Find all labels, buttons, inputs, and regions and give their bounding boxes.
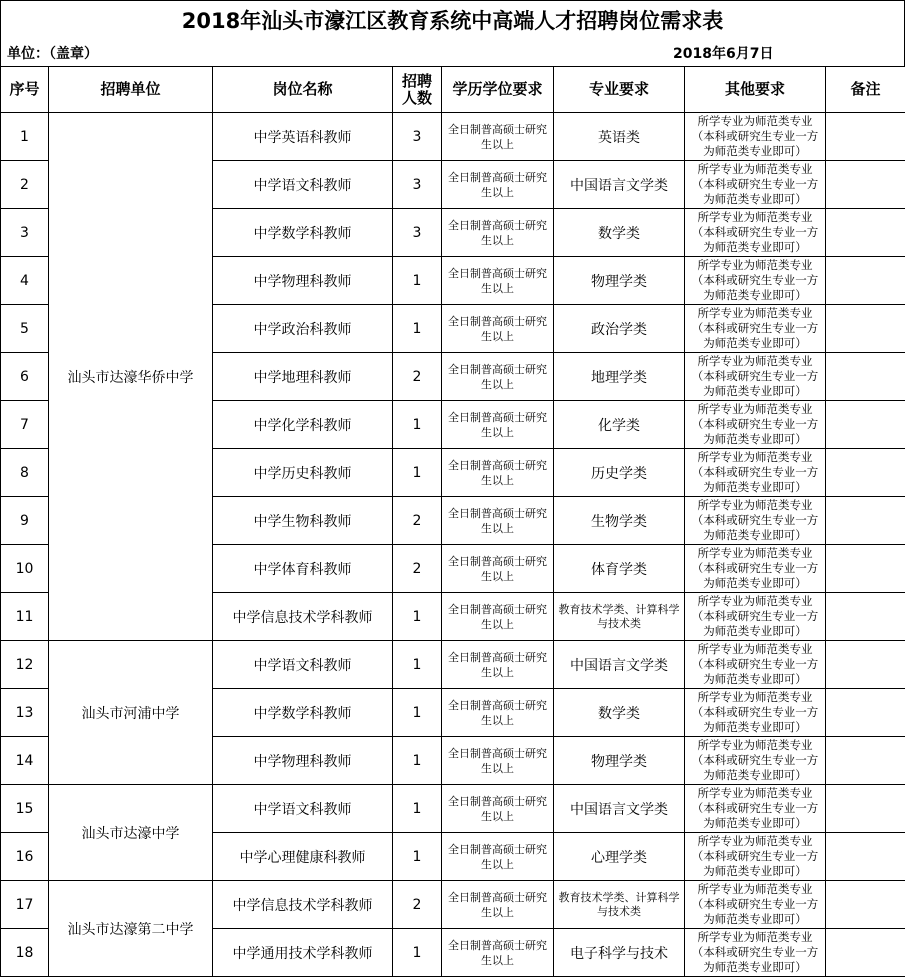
major-requirement: 数学类 bbox=[554, 689, 685, 737]
education-requirement: 全日制普高硕士研究生以上 bbox=[442, 353, 554, 401]
other-requirement: 所学专业为师范类专业（本科或研究生专业一方为师范类专业即可） bbox=[685, 257, 826, 305]
position-name: 中学信息技术学科教师 bbox=[213, 881, 393, 929]
table-row bbox=[1, 113, 905, 161]
position-name: 中学英语科教师 bbox=[213, 113, 393, 161]
position-name: 中学政治科教师 bbox=[213, 305, 393, 353]
row-number: 4 bbox=[1, 257, 49, 305]
hire-count: 2 bbox=[393, 353, 442, 401]
remark-cell bbox=[826, 161, 905, 209]
major-requirement: 地理学类 bbox=[554, 353, 685, 401]
education-requirement: 全日制普高硕士研究生以上 bbox=[442, 881, 554, 929]
major-requirement: 政治学类 bbox=[554, 305, 685, 353]
position-name: 中学心理健康科教师 bbox=[213, 833, 393, 881]
row-number: 16 bbox=[1, 833, 49, 881]
header-major: 专业要求 bbox=[554, 67, 685, 113]
position-name: 中学历史科教师 bbox=[213, 449, 393, 497]
subheader bbox=[0, 38, 905, 66]
other-requirement: 所学专业为师范类专业（本科或研究生专业一方为师范类专业即可） bbox=[685, 353, 826, 401]
other-requirement: 所学专业为师范类专业（本科或研究生专业一方为师范类专业即可） bbox=[685, 641, 826, 689]
education-requirement: 全日制普高硕士研究生以上 bbox=[442, 209, 554, 257]
remark-cell bbox=[826, 929, 905, 977]
education-requirement: 全日制普高硕士研究生以上 bbox=[442, 929, 554, 977]
remark-cell bbox=[826, 353, 905, 401]
major-requirement: 教育技术学类、计算科学与技术类 bbox=[554, 881, 685, 929]
hire-count: 1 bbox=[393, 737, 442, 785]
row-number: 3 bbox=[1, 209, 49, 257]
employer-cell: 汕头市河浦中学 bbox=[49, 641, 213, 785]
row-number: 6 bbox=[1, 353, 49, 401]
hire-count: 1 bbox=[393, 449, 442, 497]
row-number: 15 bbox=[1, 785, 49, 833]
major-requirement: 心理学类 bbox=[554, 833, 685, 881]
major-requirement: 教育技术学类、计算科学与技术类 bbox=[554, 593, 685, 641]
hire-count: 2 bbox=[393, 545, 442, 593]
major-requirement: 中国语言文学类 bbox=[554, 785, 685, 833]
education-requirement: 全日制普高硕士研究生以上 bbox=[442, 497, 554, 545]
employer-cell: 汕头市达濠华侨中学 bbox=[49, 113, 213, 641]
education-requirement: 全日制普高硕士研究生以上 bbox=[442, 161, 554, 209]
remark-cell bbox=[826, 689, 905, 737]
header-position: 岗位名称 bbox=[213, 67, 393, 113]
table-body bbox=[1, 113, 905, 977]
other-requirement: 所学专业为师范类专业（本科或研究生专业一方为师范类专业即可） bbox=[685, 737, 826, 785]
education-requirement: 全日制普高硕士研究生以上 bbox=[442, 833, 554, 881]
education-requirement: 全日制普高硕士研究生以上 bbox=[442, 545, 554, 593]
header-employer: 招聘单位 bbox=[49, 67, 213, 113]
education-requirement: 全日制普高硕士研究生以上 bbox=[442, 593, 554, 641]
table-row bbox=[1, 881, 905, 929]
remark-cell bbox=[826, 737, 905, 785]
major-requirement: 历史学类 bbox=[554, 449, 685, 497]
row-number: 1 bbox=[1, 113, 49, 161]
other-requirement: 所学专业为师范类专业（本科或研究生专业一方为师范类专业即可） bbox=[685, 401, 826, 449]
remark-cell bbox=[826, 257, 905, 305]
other-requirement: 所学专业为师范类专业（本科或研究生专业一方为师范类专业即可） bbox=[685, 113, 826, 161]
row-number: 2 bbox=[1, 161, 49, 209]
remark-cell bbox=[826, 305, 905, 353]
remark-cell bbox=[826, 545, 905, 593]
education-requirement: 全日制普高硕士研究生以上 bbox=[442, 737, 554, 785]
row-number: 5 bbox=[1, 305, 49, 353]
major-requirement: 英语类 bbox=[554, 113, 685, 161]
major-requirement: 中国语言文学类 bbox=[554, 641, 685, 689]
position-name: 中学通用技术学科教师 bbox=[213, 929, 393, 977]
table-row bbox=[1, 785, 905, 833]
position-name: 中学体育科教师 bbox=[213, 545, 393, 593]
other-requirement: 所学专业为师范类专业（本科或研究生专业一方为师范类专业即可） bbox=[685, 689, 826, 737]
education-requirement: 全日制普高硕士研究生以上 bbox=[442, 449, 554, 497]
employer-cell: 汕头市达濠第二中学 bbox=[49, 881, 213, 977]
row-number: 7 bbox=[1, 401, 49, 449]
row-number: 12 bbox=[1, 641, 49, 689]
row-number: 18 bbox=[1, 929, 49, 977]
hire-count: 1 bbox=[393, 593, 442, 641]
hire-count: 1 bbox=[393, 833, 442, 881]
position-name: 中学物理科教师 bbox=[213, 737, 393, 785]
position-name: 中学语文科教师 bbox=[213, 641, 393, 689]
hire-count: 1 bbox=[393, 305, 442, 353]
major-requirement: 物理学类 bbox=[554, 737, 685, 785]
remark-cell bbox=[826, 833, 905, 881]
remark-cell bbox=[826, 209, 905, 257]
education-requirement: 全日制普高硕士研究生以上 bbox=[442, 689, 554, 737]
major-requirement: 数学类 bbox=[554, 209, 685, 257]
major-requirement: 电子科学与技术 bbox=[554, 929, 685, 977]
remark-cell bbox=[826, 593, 905, 641]
other-requirement: 所学专业为师范类专业（本科或研究生专业一方为师范类专业即可） bbox=[685, 929, 826, 977]
remark-cell bbox=[826, 401, 905, 449]
other-requirement: 所学专业为师范类专业（本科或研究生专业一方为师范类专业即可） bbox=[685, 833, 826, 881]
header-remark: 备注 bbox=[826, 67, 905, 113]
position-name: 中学数学科教师 bbox=[213, 209, 393, 257]
table-row bbox=[1, 641, 905, 689]
other-requirement: 所学专业为师范类专业（本科或研究生专业一方为师范类专业即可） bbox=[685, 545, 826, 593]
row-number: 14 bbox=[1, 737, 49, 785]
hire-count: 1 bbox=[393, 785, 442, 833]
education-requirement: 全日制普高硕士研究生以上 bbox=[442, 257, 554, 305]
education-requirement: 全日制普高硕士研究生以上 bbox=[442, 305, 554, 353]
row-number: 13 bbox=[1, 689, 49, 737]
hire-count: 3 bbox=[393, 209, 442, 257]
education-requirement: 全日制普高硕士研究生以上 bbox=[442, 641, 554, 689]
header-education: 学历学位要求 bbox=[442, 67, 554, 113]
other-requirement: 所学专业为师范类专业（本科或研究生专业一方为师范类专业即可） bbox=[685, 785, 826, 833]
education-requirement: 全日制普高硕士研究生以上 bbox=[442, 113, 554, 161]
remark-cell bbox=[826, 881, 905, 929]
hire-count: 1 bbox=[393, 929, 442, 977]
position-name: 中学语文科教师 bbox=[213, 161, 393, 209]
major-requirement: 体育学类 bbox=[554, 545, 685, 593]
other-requirement: 所学专业为师范类专业（本科或研究生专业一方为师范类专业即可） bbox=[685, 593, 826, 641]
major-requirement: 化学类 bbox=[554, 401, 685, 449]
hire-count: 3 bbox=[393, 161, 442, 209]
hire-count: 1 bbox=[393, 641, 442, 689]
position-name: 中学信息技术学科教师 bbox=[213, 593, 393, 641]
remark-cell bbox=[826, 785, 905, 833]
document-date: 2018年6月7日 bbox=[673, 43, 773, 63]
hire-count: 1 bbox=[393, 257, 442, 305]
education-requirement: 全日制普高硕士研究生以上 bbox=[442, 785, 554, 833]
position-name: 中学化学科教师 bbox=[213, 401, 393, 449]
position-name: 中学地理科教师 bbox=[213, 353, 393, 401]
other-requirement: 所学专业为师范类专业（本科或研究生专业一方为师范类专业即可） bbox=[685, 881, 826, 929]
header-count: 招聘人数 bbox=[393, 67, 442, 113]
hire-count: 2 bbox=[393, 497, 442, 545]
recruitment-table bbox=[0, 66, 905, 977]
major-requirement: 物理学类 bbox=[554, 257, 685, 305]
header-row bbox=[1, 67, 905, 113]
remark-cell bbox=[826, 497, 905, 545]
other-requirement: 所学专业为师范类专业（本科或研究生专业一方为师范类专业即可） bbox=[685, 305, 826, 353]
major-requirement: 生物学类 bbox=[554, 497, 685, 545]
row-number: 9 bbox=[1, 497, 49, 545]
remark-cell bbox=[826, 449, 905, 497]
other-requirement: 所学专业为师范类专业（本科或研究生专业一方为师范类专业即可） bbox=[685, 209, 826, 257]
header-other: 其他要求 bbox=[685, 67, 826, 113]
other-requirement: 所学专业为师范类专业（本科或研究生专业一方为师范类专业即可） bbox=[685, 497, 826, 545]
employer-cell: 汕头市达濠中学 bbox=[49, 785, 213, 881]
document-title: 2018年汕头市濠江区教育系统中高端人才招聘岗位需求表 bbox=[0, 0, 905, 38]
hire-count: 1 bbox=[393, 401, 442, 449]
remark-cell bbox=[826, 641, 905, 689]
other-requirement: 所学专业为师范类专业（本科或研究生专业一方为师范类专业即可） bbox=[685, 161, 826, 209]
hire-count: 1 bbox=[393, 689, 442, 737]
row-number: 10 bbox=[1, 545, 49, 593]
position-name: 中学物理科教师 bbox=[213, 257, 393, 305]
row-number: 8 bbox=[1, 449, 49, 497]
hire-count: 3 bbox=[393, 113, 442, 161]
other-requirement: 所学专业为师范类专业（本科或研究生专业一方为师范类专业即可） bbox=[685, 449, 826, 497]
row-number: 11 bbox=[1, 593, 49, 641]
position-name: 中学语文科教师 bbox=[213, 785, 393, 833]
education-requirement: 全日制普高硕士研究生以上 bbox=[442, 401, 554, 449]
remark-cell bbox=[826, 113, 905, 161]
position-name: 中学生物科教师 bbox=[213, 497, 393, 545]
major-requirement: 中国语言文学类 bbox=[554, 161, 685, 209]
header-no: 序号 bbox=[1, 67, 49, 113]
row-number: 17 bbox=[1, 881, 49, 929]
hire-count: 2 bbox=[393, 881, 442, 929]
unit-label: 单位：（盖章） bbox=[7, 43, 98, 63]
position-name: 中学数学科教师 bbox=[213, 689, 393, 737]
